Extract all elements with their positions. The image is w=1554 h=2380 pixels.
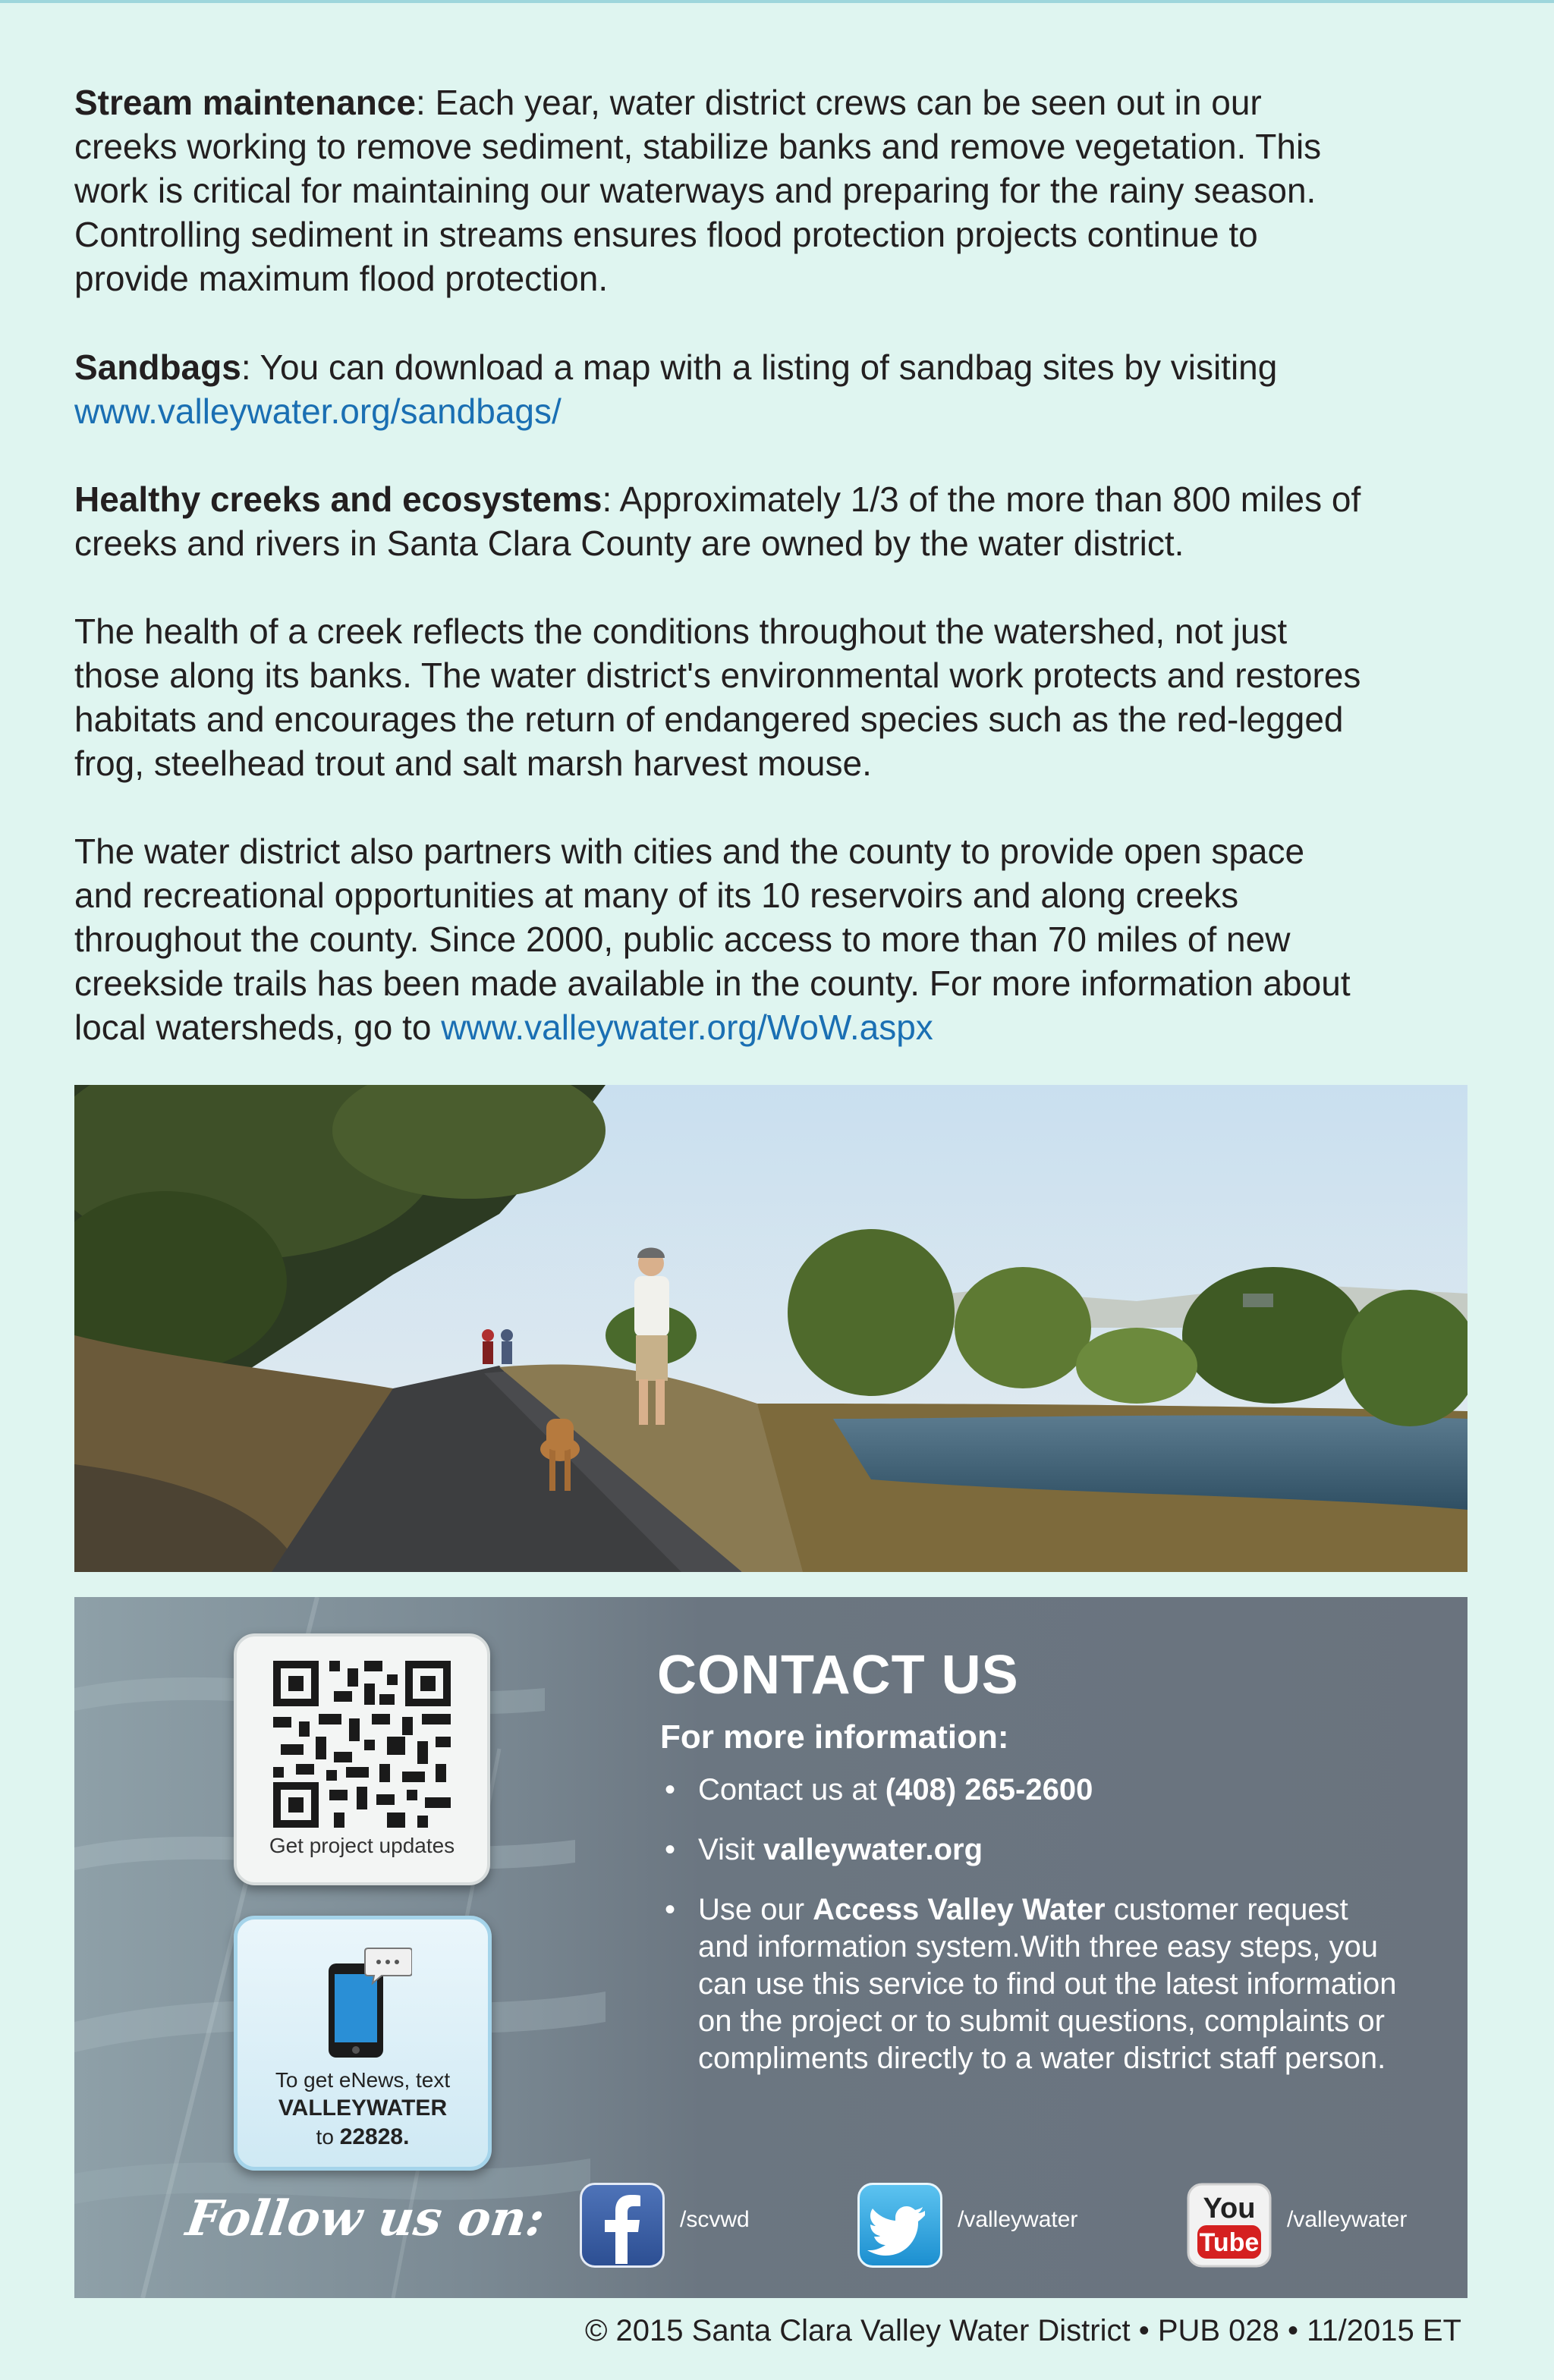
qr-caption: Get project updates xyxy=(269,1834,455,1857)
sms-number: 22828. xyxy=(339,2124,410,2149)
sms-keyword: VALLEYWATER xyxy=(278,2095,448,2121)
qr-code-icon xyxy=(273,1661,451,1828)
sms-to-label: to xyxy=(316,2125,340,2149)
contact-subtitle: For more information: xyxy=(660,1718,1009,1756)
twitter-icon xyxy=(857,2183,942,2268)
healthy-creeks-paragraph xyxy=(74,477,1364,565)
top-rule xyxy=(0,0,1554,3)
access-description: customer request and information system.With three easy steps, you can use this service to find out the latest information on the project or to submit questions, complaints or compliments directly to a water district staff person. xyxy=(698,1893,1397,2075)
phone-label: Contact us at xyxy=(698,1773,886,1806)
sms-instruction: To get eNews, text xyxy=(275,2068,451,2092)
sms-enews-card xyxy=(234,1916,492,2171)
sandbags-paragraph xyxy=(74,345,1364,433)
healthy-creeks-heading: Healthy creeks and ecosystems xyxy=(74,479,602,519)
access-label: Use our xyxy=(698,1893,813,1926)
sandbags-link[interactable]: www.valleywater.org/sandbags/ xyxy=(74,391,562,431)
sandbags-heading: Sandbags xyxy=(74,347,241,387)
access-valley-water-name[interactable]: Access Valley Water xyxy=(813,1893,1106,1926)
bullet-website xyxy=(659,1831,1402,1869)
creekside-trail-photo xyxy=(74,1085,1467,1572)
bullet-dot-icon: • xyxy=(665,1773,676,1806)
creek-health-body: The health of a creek reflects the conditions throughout the watershed, not just those along its banks. The water district's environmental work protects and restores habitats and encourages the return of endangered species such as the red-legged frog, steelhead trout and salt marsh harvest mouse. xyxy=(74,612,1361,783)
youtube-logo-top: You xyxy=(1203,2193,1256,2224)
bullet-phone xyxy=(659,1772,1402,1809)
website-link[interactable]: valleywater.org xyxy=(763,1833,983,1866)
healthy-creeks-body: : Approximately 1/3 of the more than 800 miles of creeks and rivers in Santa Clara County are owned by the water district. xyxy=(74,479,1361,563)
contact-bullet-list xyxy=(659,1772,1402,2100)
stream-maintenance-heading: Stream maintenance xyxy=(74,83,416,122)
phone-number[interactable]: (408) 265-2600 xyxy=(885,1773,1093,1806)
youtube-icon xyxy=(1187,2183,1272,2268)
facebook-handle: /scvwd xyxy=(680,2207,750,2232)
bullet-dot-icon: • xyxy=(665,1833,676,1866)
visit-label: Visit xyxy=(698,1833,763,1866)
stream-maintenance-paragraph xyxy=(74,80,1364,300)
partners-body: The water district also partners with cities and the county to provide open space and recreational opportunities at many of its 10 reservoirs and along creeks throughout the county. Since 2000, public access to more than 70 miles of new creekside trails has been made available in the county. For more information about local watersheds, go to xyxy=(74,832,1351,1047)
youtube-logo-bottom: Tube xyxy=(1199,2228,1260,2257)
contact-panel xyxy=(74,1597,1467,2298)
footer-copyright: © 2015 Santa Clara Valley Water District • PUB 028 • 11/2015 ET xyxy=(584,2314,1461,2347)
sandbags-body: : You can download a map with a listing of sandbag sites by visiting xyxy=(241,347,1278,387)
facebook-icon xyxy=(580,2183,665,2268)
sms-number-line xyxy=(238,2124,488,2150)
follow-us-label: Follow us on: xyxy=(182,2190,549,2247)
smartphone-icon xyxy=(321,1945,412,2059)
partners-paragraph xyxy=(74,829,1364,1049)
creek-health-paragraph xyxy=(74,609,1364,785)
bullet-dot-icon: • xyxy=(665,1893,676,1926)
bullet-access-valley-water xyxy=(659,1891,1402,2077)
youtube-handle: /valleywater xyxy=(1287,2207,1408,2232)
watersheds-link[interactable]: www.valleywater.org/WoW.aspx xyxy=(441,1008,933,1047)
qr-code-card[interactable] xyxy=(234,1633,490,1885)
contact-title: CONTACT US xyxy=(657,1645,1019,1706)
stream-maintenance-body: : Each year, water district crews can be seen out in our creeks working to remove sediment, stabilize banks and remove vegetation. This work is critical for maintaining our waterways and preparing for the rainy season. Controlling sediment in streams ensures flood protection projects continue to provide maximum flood protection. xyxy=(74,83,1322,298)
twitter-handle: /valleywater xyxy=(958,2207,1078,2232)
